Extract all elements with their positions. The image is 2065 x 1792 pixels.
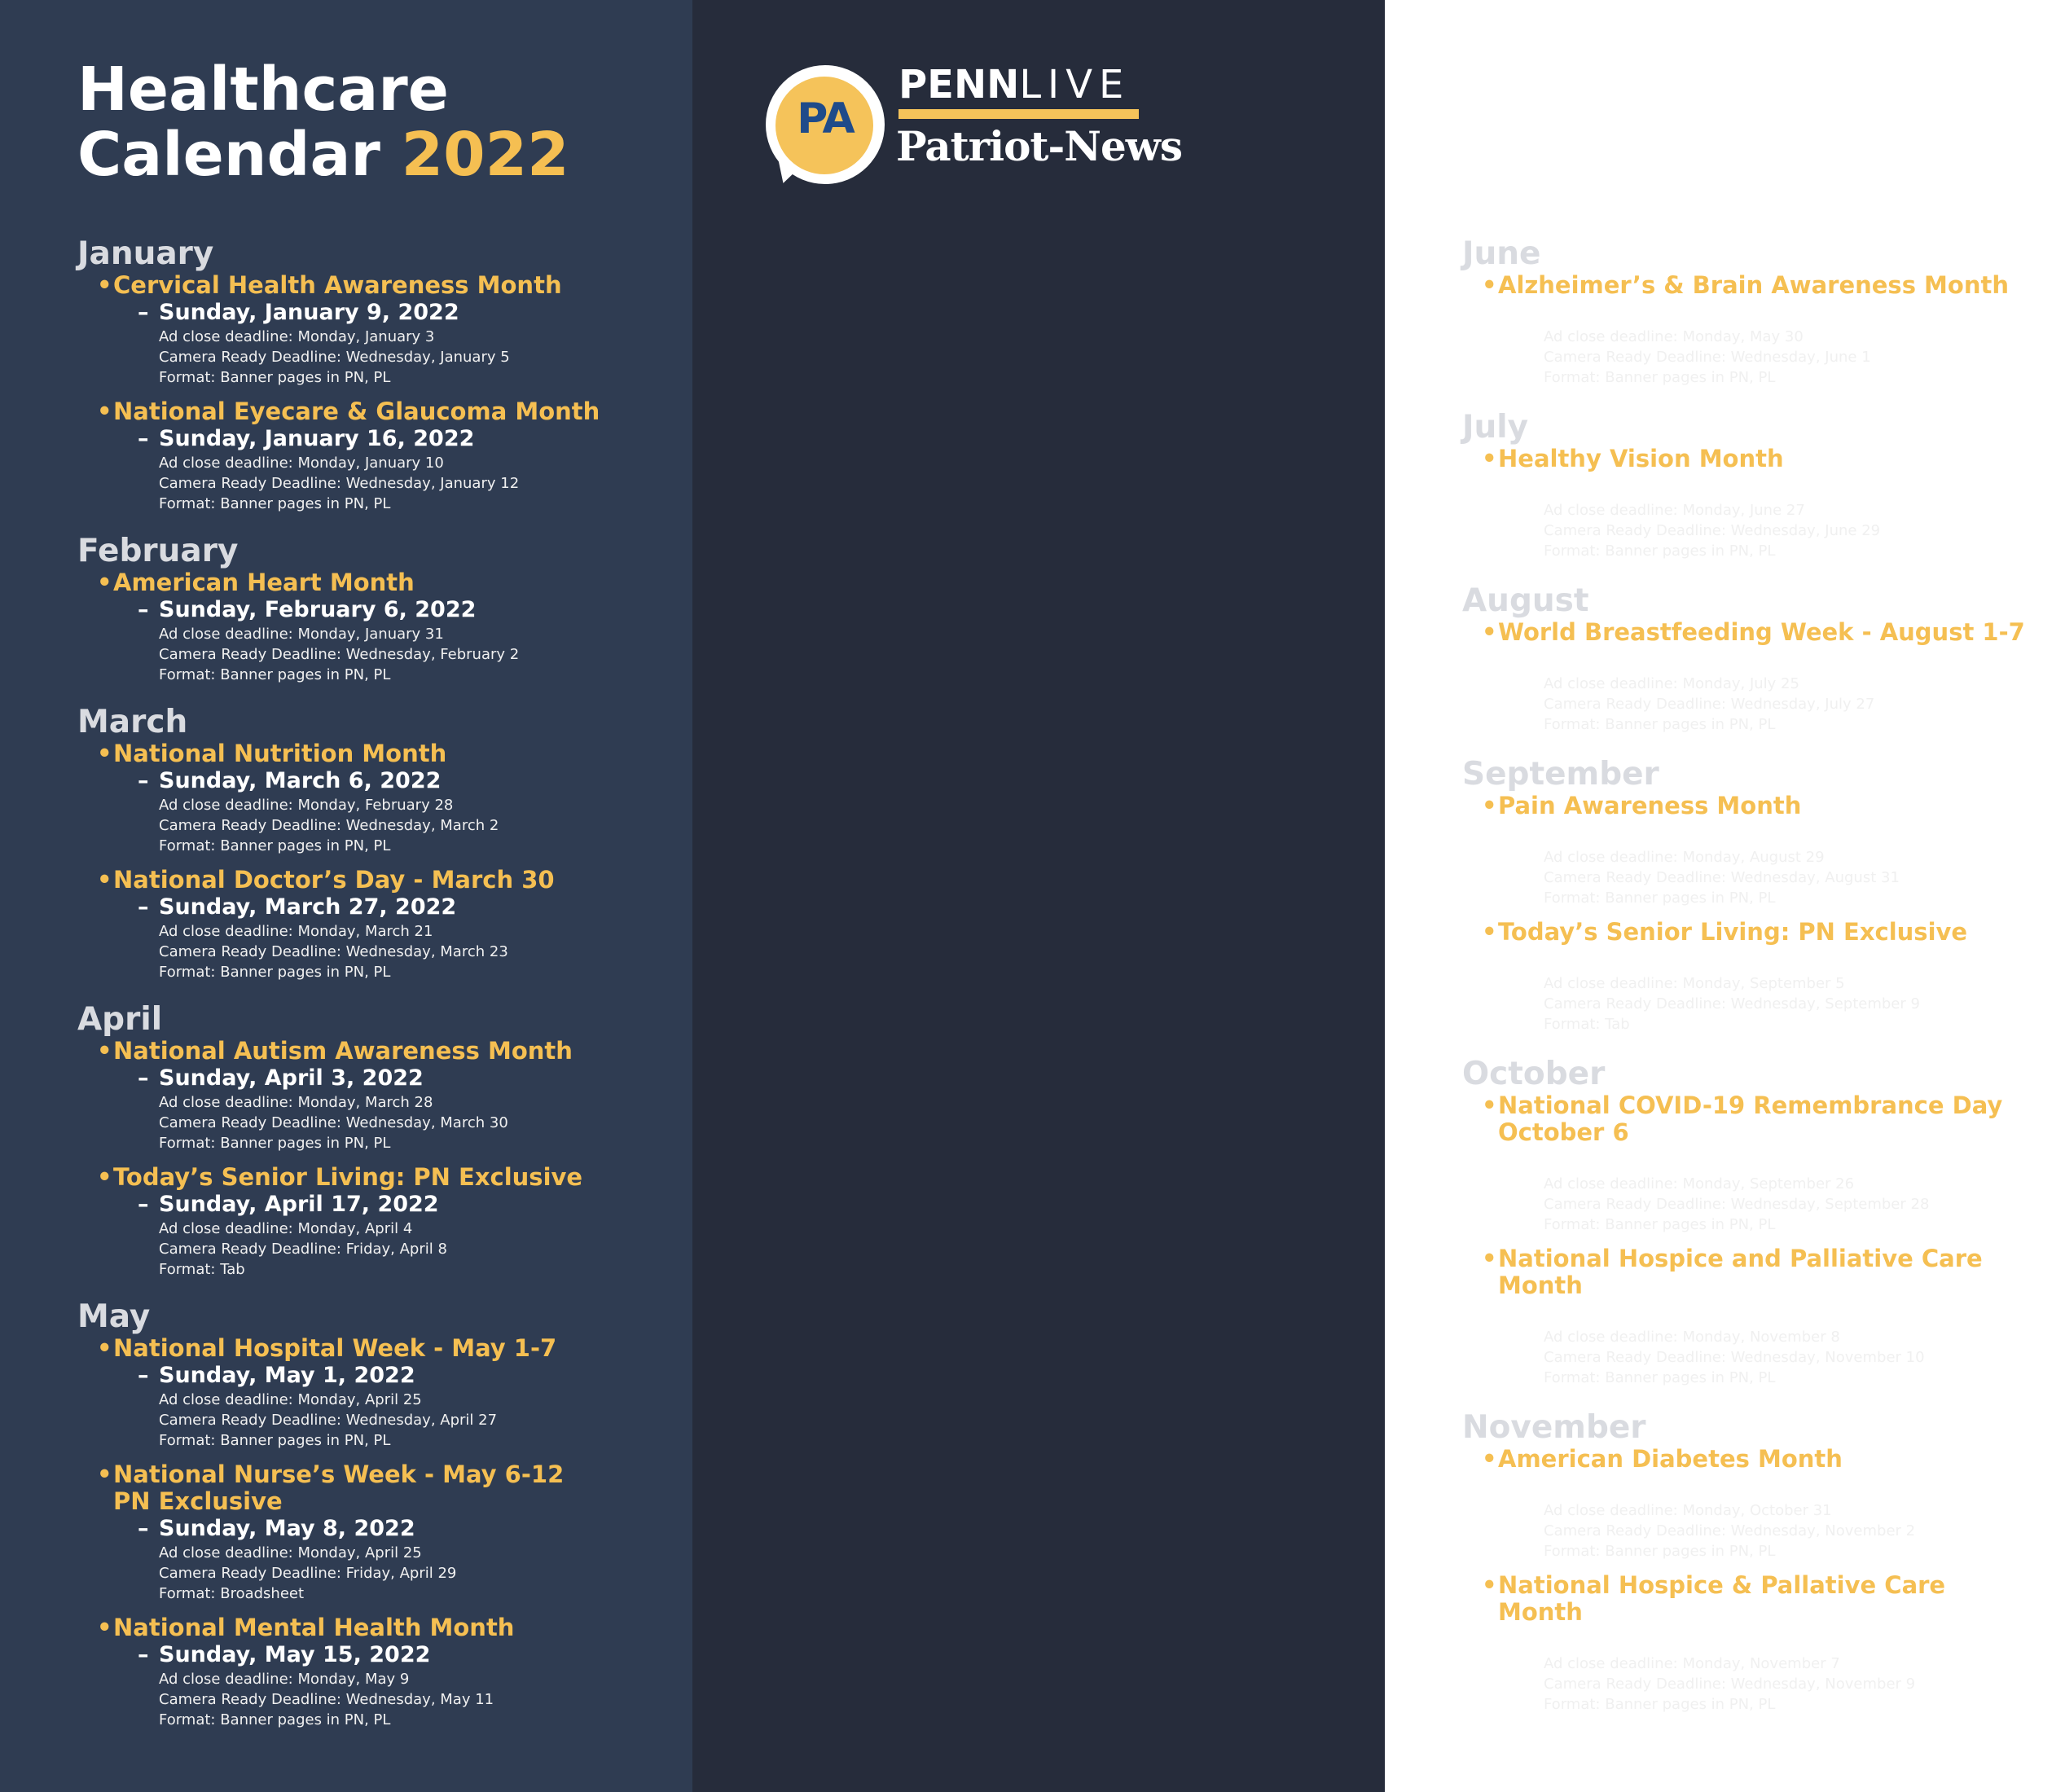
camera-ready-deadline: Camera Ready Deadline: Friday, April 8 [159,1241,447,1258]
event-title-text: World Breastfeeding Week - August 1-7 [1498,618,2025,646]
event-title [97,1335,680,1362]
event-date: – Sunday, November 14, 2022 [1522,1299,2065,1327]
camera-ready-deadline: Camera Ready Deadline: Wednesday, March 2 [159,817,499,834]
format-info: Format: Banner pages in PN, PL [1544,1696,1776,1713]
ad-close-deadline: Ad close deadline: Monday, January 31 [159,626,444,643]
event-title [97,740,680,767]
month-heading: April [77,1001,163,1038]
right-column [692,0,2025,1792]
event-title-text: National Doctor’s Day - March 30 [113,866,555,894]
ad-close-deadline: Ad close deadline: Monday, September 5 [1544,975,1845,992]
camera-ready-deadline: Camera Ready Deadline: Wednesday, January 5 [159,349,510,366]
event-title-text: National Hospital Week - May 1-7 [113,1334,557,1362]
ad-close-deadline: Ad close deadline: Monday, March 28 [159,1094,433,1111]
event-date: – Sunday, September 14, 2022 [1522,946,2065,973]
month-section [77,236,680,514]
month-heading: February [77,533,239,569]
event-title-text: National Mental Health Month [113,1614,515,1641]
camera-ready-deadline: Camera Ready Deadline: Wednesday, June 1 [1544,349,1871,366]
title-calendar: Calendar [77,120,380,190]
month-section [1462,236,2065,388]
month-section [1462,410,2065,561]
event-item [1462,1092,2065,1235]
event-date: – Sunday, January 9, 2022 [138,299,680,327]
format-info: Format: Tab [159,1261,245,1278]
format-info: Format: Banner pages in PN, PL [1544,1216,1776,1233]
event-title [97,398,680,425]
format-info: Format: Banner pages in PN, PL [1544,369,1776,386]
ad-close-deadline: Ad close deadline: Monday, May 30 [1544,328,1804,345]
format-info: Format: Banner pages in PN, PL [1544,716,1776,733]
camera-ready-deadline: Camera Ready Deadline: Wednesday, March 23 [159,943,508,960]
event-title [1482,272,2065,299]
event-title-text: Cervical Health Awareness Month [113,271,562,299]
event-title-text: Today’s Senior Living: PN Exclusive [113,1163,583,1191]
ad-close-deadline: Ad close deadline: Monday, May 9 [159,1671,410,1688]
event-title [1482,619,2065,646]
event-title-text: National COVID-19 Remembrance Day [1498,1091,2003,1119]
month-section [1462,1056,2065,1388]
month-heading: June [1462,235,1541,272]
ad-close-deadline: Ad close deadline: Monday, July 25 [1544,675,1799,692]
format-info: Format: Banner pages in PN, PL [159,1432,391,1449]
format-info: Format: Banner pages in PN, PL [159,964,391,981]
event-date: – Sunday, November 13, 2022 [1522,1626,2065,1654]
camera-ready-deadline: Camera Ready Deadline: Wednesday, November 9 [1544,1676,1916,1693]
title-line-1: Healthcare [77,55,449,125]
camera-ready-deadline: Camera Ready Deadline: Wednesday, July 27 [1544,696,1875,713]
event-title-text: National Hospice & Pallative Care [1498,1571,1946,1599]
month-heading: November [1462,1409,1646,1446]
month-heading: August [1462,582,1589,619]
event-date: – Sunday, October 2, 2022 [1522,1146,2065,1174]
logo-underline [898,109,1139,119]
event-title-text: Pain Awareness Month [1498,792,1802,819]
event-title-text-line2: PN Exclusive [113,1487,283,1515]
event-item [77,867,680,982]
title-year: 2022 [401,120,569,190]
event-title [1482,1572,2065,1626]
event-item [77,1038,680,1153]
event-item [1462,793,2065,908]
event-title-text: Alzheimer’s & Brain Awareness Month [1498,271,2009,299]
month-heading: March [77,704,188,740]
event-title [1482,1092,2065,1146]
format-info: Format: Banner pages in PN, PL [159,1711,391,1728]
event-date: – Sunday, April 17, 2022 [138,1191,680,1219]
event-date: – Sunday, April 3, 2022 [138,1065,680,1092]
camera-ready-deadline: Camera Ready Deadline: Wednesday, September 28 [1544,1196,1930,1213]
format-info: Format: Banner pages in PN, PL [159,495,391,512]
event-item [77,272,680,388]
month-section [77,534,680,685]
event-title [97,1461,680,1515]
event-title-text-line2: Month [1498,1272,1583,1299]
format-info: Format: Broadsheet [159,1585,305,1602]
logo-pa-text: PA [797,94,854,143]
camera-ready-deadline: Camera Ready Deadline: Wednesday, November 10 [1544,1349,1925,1366]
logo-patriot-news: Patriot-News [896,122,1182,170]
camera-ready-deadline: Camera Ready Deadline: Friday, April 29 [159,1565,457,1582]
format-info: Format: Banner pages in PN, PL [1544,542,1776,560]
event-item [1462,446,2065,561]
event-item [1462,919,2065,1034]
event-item [77,1164,680,1280]
event-item [77,398,680,514]
event-title [97,1164,680,1191]
logo-penn: PENN [898,62,1020,108]
event-date: – Sunday, May 15, 2022 [138,1641,680,1669]
format-info: Format: Banner pages in PN, PL [159,837,391,854]
event-date: – Sunday, September 4, 2022 [1522,819,2065,847]
event-item [1462,1572,2065,1715]
event-title-text: National Autism Awareness Month [113,1037,573,1065]
ad-close-deadline: Ad close deadline: Monday, January 10 [159,455,444,472]
month-section [77,1299,680,1730]
event-title-text: American Heart Month [113,569,415,596]
event-date: – Sunday, July 3, 2022 [1522,472,2065,500]
ad-close-deadline: Ad close deadline: Monday, August 29 [1544,849,1825,866]
format-info: Format: Banner pages in PN, PL [159,369,391,386]
event-title-text: American Diabetes Month [1498,1445,1843,1473]
month-heading: May [77,1298,151,1335]
event-title [97,1038,680,1065]
left-column [0,0,692,1792]
event-date: – Sunday, March 6, 2022 [138,767,680,795]
event-date: – Sunday, March 27, 2022 [138,894,680,921]
camera-ready-deadline: Camera Ready Deadline: Wednesday, February 2 [159,646,520,663]
format-info: Format: Banner pages in PN, PL [1544,1543,1776,1560]
ad-close-deadline: Ad close deadline: Monday, January 3 [159,328,435,345]
ad-close-deadline: Ad close deadline: Monday, April 25 [159,1544,422,1561]
ad-close-deadline: Ad close deadline: Monday, November 7 [1544,1655,1840,1672]
camera-ready-deadline: Camera Ready Deadline: Wednesday, January 12 [159,475,520,492]
event-title [97,272,680,299]
logo-pennlive [898,62,1130,108]
camera-ready-deadline: Camera Ready Deadline: Wednesday, August 31 [1544,869,1900,886]
format-info: Format: Tab [1544,1016,1630,1033]
left-month-list [77,236,680,1730]
ad-close-deadline: Ad close deadline: Monday, March 21 [159,923,433,940]
month-heading: January [77,235,214,272]
event-item [77,1335,680,1451]
event-title [1482,793,2065,819]
event-title [1482,446,2065,472]
ad-close-deadline: Ad close deadline: Monday, October 31 [1544,1502,1832,1519]
event-date: – Sunday, February 6, 2022 [138,596,680,624]
event-item [1462,1245,2065,1388]
event-title-text: National Eyecare & Glaucoma Month [113,397,600,425]
event-date: – Sunday, June 5, 2022 [1522,299,2065,327]
event-title-text: National Hospice and Palliative Care [1498,1245,1983,1272]
event-title [1482,1446,2065,1473]
camera-ready-deadline: Camera Ready Deadline: Wednesday, June 29 [1544,522,1881,539]
ad-close-deadline: Ad close deadline: Monday, April 4 [159,1220,413,1237]
month-section [77,1002,680,1280]
event-title [97,1614,680,1641]
camera-ready-deadline: Camera Ready Deadline: Wednesday, March 30 [159,1114,508,1131]
event-date: – Sunday, January 16, 2022 [138,425,680,453]
right-month-list [1462,236,2065,1715]
event-item [1462,1446,2065,1561]
month-section [1462,1410,2065,1715]
format-info: Format: Banner pages in PN, PL [1544,1369,1776,1386]
camera-ready-deadline: Camera Ready Deadline: Wednesday, September 9 [1544,995,1920,1012]
event-title-text-line2: Month [1498,1598,1583,1626]
format-info: Format: Banner pages in PN, PL [159,666,391,683]
title-line-2 [77,120,569,190]
event-item [77,569,680,685]
month-heading: September [1462,756,1659,793]
month-section [77,705,680,982]
logo-live: LIVE [1019,62,1131,108]
ad-close-deadline: Ad close deadline: Monday, November 8 [1544,1329,1840,1346]
event-title-text: Today’s Senior Living: PN Exclusive [1498,918,1968,946]
event-title [97,867,680,894]
event-title [1482,1245,2065,1299]
event-date: – Sunday, May 8, 2022 [138,1515,680,1543]
event-title [97,569,680,596]
event-title-text: National Nutrition Month [113,740,447,767]
event-item [77,1614,680,1730]
ad-close-deadline: Ad close deadline: Monday, June 27 [1544,502,1805,519]
event-item [1462,272,2065,388]
ad-close-deadline: Ad close deadline: Monday, February 28 [159,797,454,814]
camera-ready-deadline: Camera Ready Deadline: Wednesday, May 11 [159,1691,494,1708]
event-date: – Sunday, July 31, 2022 [1522,646,2065,674]
format-info: Format: Banner pages in PN, PL [159,1135,391,1152]
camera-ready-deadline: Camera Ready Deadline: Wednesday, April 27 [159,1412,498,1429]
pennlive-patriot-news-logo [766,62,1182,186]
ad-close-deadline: Ad close deadline: Monday, September 26 [1544,1175,1855,1192]
ad-close-deadline: Ad close deadline: Monday, April 25 [159,1391,422,1408]
event-title-text: National Nurse’s Week - May 6-12 [113,1460,565,1488]
page-title [77,55,569,190]
event-title-text-line2: October 6 [1498,1118,1629,1146]
month-section [1462,583,2065,735]
month-heading: October [1462,1056,1606,1092]
month-heading: July [1462,409,1529,446]
event-date: – Sunday, November 6, 2022 [1522,1473,2065,1500]
month-section [1462,757,2065,1034]
event-item [1462,619,2065,735]
event-date: – Sunday, May 1, 2022 [138,1362,680,1390]
event-item [77,740,680,856]
camera-ready-deadline: Camera Ready Deadline: Wednesday, November 2 [1544,1522,1916,1539]
format-info: Format: Banner pages in PN, PL [1544,889,1776,907]
event-title [1482,919,2065,946]
event-item [77,1461,680,1604]
event-title-text: Healthy Vision Month [1498,445,1784,472]
